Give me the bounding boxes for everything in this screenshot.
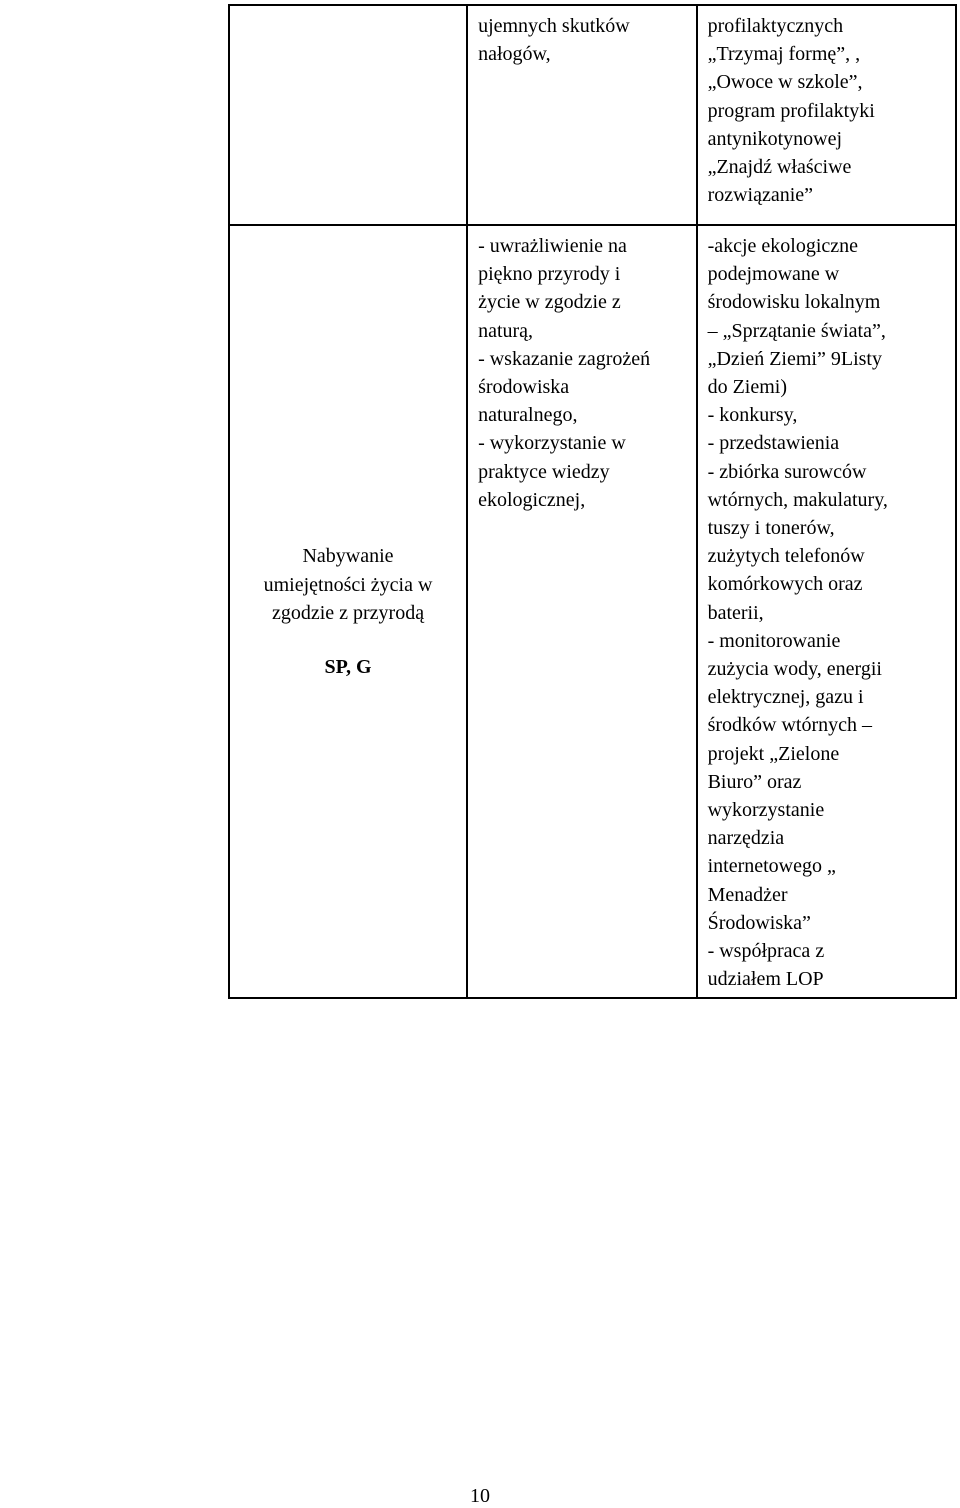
table-row [229,5,956,225]
table-row [229,225,956,998]
table-cell-activities: -akcje ekologiczne podejmowane w środowisku lokalnym – „Sprzątanie świata”, „Dzień Ziemi” 9Listy do Ziemi) - konkursy, - przedstawienia - zbiórka surowców wtórnych, makulatury, tuszy i tonerów, zużytych telefonów komórkowych oraz baterii, - monitorowanie zużycia wody, energii elektrycznej, gazu i środków wtórnych – projekt „Zielone Biuro” oraz wykorzystanie narzędzia internetowego „ Menadżer Środowiska” - współpraca z udziałem LOP [697,225,956,998]
page-number: 10 [470,1485,490,1507]
table-cell-goals: - uwrażliwienie na piękno przyrody i życie w zgodzie z naturą, - wskazanie zagrożeń środowiska naturalnego, - wykorzystanie w praktyce wiedzy ekologicznej, [467,225,697,998]
table-cell-empty [229,5,467,225]
area-title: Nabywanie umiejętności życia w zgodzie z przyrodą [263,545,433,624]
school-level-label: SP, G [324,655,372,678]
program-table [228,4,957,999]
table-cell-goals: ujemnych skutków nałogów, [467,5,697,225]
table-cell-activities: profilaktycznych „Trzymaj formę”, , „Owoce w szkole”, program profilaktyki antynikotynowej „Znajdź właściwe rozwiązanie” [697,5,956,225]
table-cell-area [229,225,467,998]
